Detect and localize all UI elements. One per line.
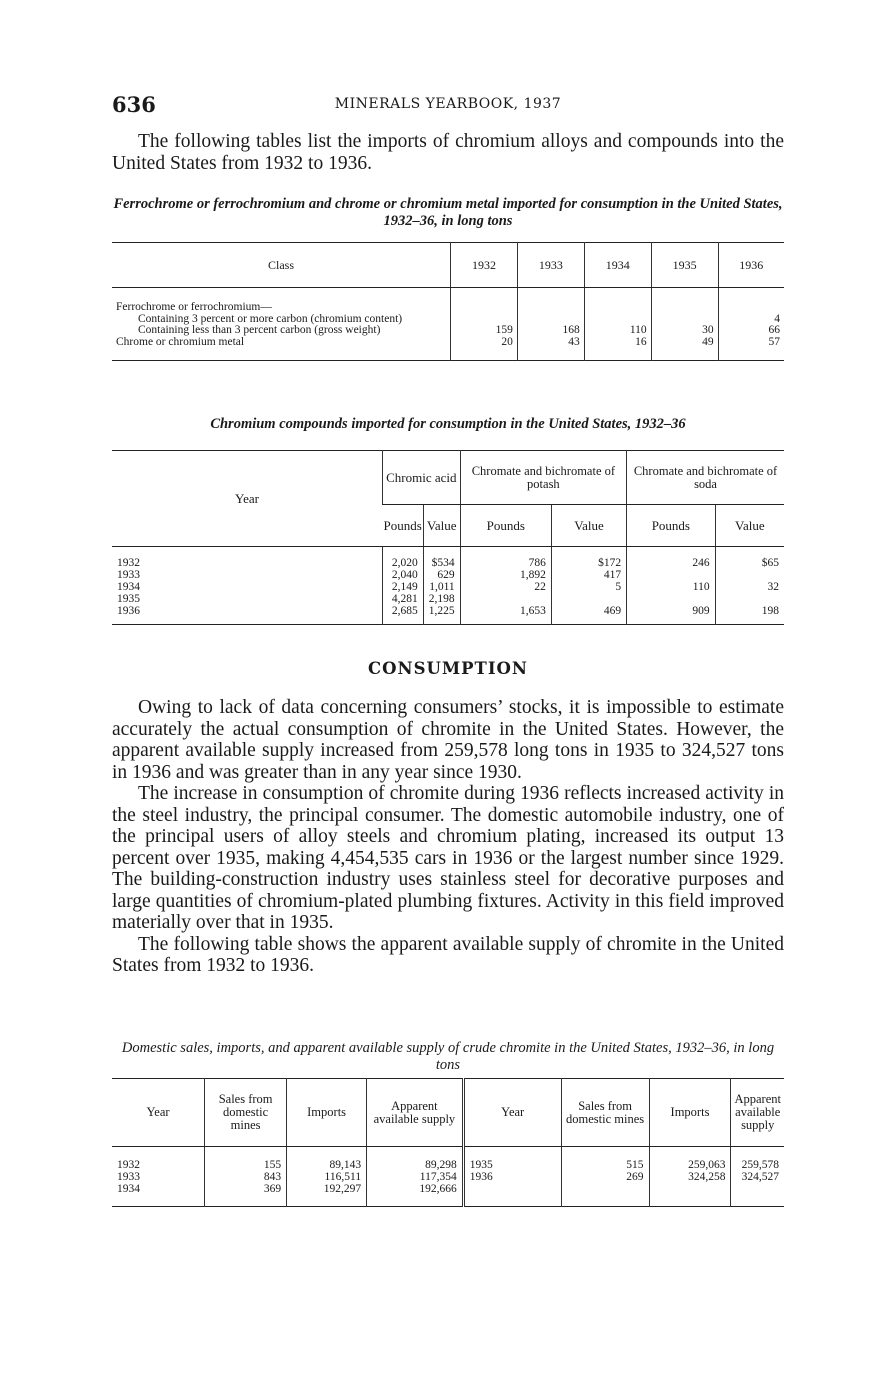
table2 — [112, 450, 784, 625]
table3-col-supply-2: Apparent available supply — [731, 1079, 784, 1147]
table2-cell: 2,040 — [383, 569, 424, 581]
table1-cell: 16 — [584, 337, 651, 361]
table1-col-1936: 1936 — [718, 243, 784, 288]
table2-cell: 4,281 — [383, 593, 424, 605]
table2-cell: 629 — [423, 569, 460, 581]
table2-subheader: Value — [551, 505, 626, 547]
table1-row-label: Containing less than 3 percent carbon (gross weight) — [138, 324, 381, 336]
table2-col-year: Year — [112, 451, 383, 547]
table1-caption: Ferrochrome or ferrochromium and chrome or chromium metal imported for consumption in the United States, 1932–36, in long tons — [113, 196, 783, 229]
table3-cell: 369 — [205, 1183, 287, 1207]
table2-year: 1936 — [117, 604, 140, 617]
table1-wrapper — [112, 242, 784, 361]
page-header — [112, 92, 784, 118]
table3-year: 1932 — [117, 1158, 140, 1171]
table2-cell: 2,020 — [383, 547, 424, 569]
table2-subheader: Pounds — [383, 505, 424, 547]
table1-col-1933: 1933 — [517, 243, 584, 288]
table2-caption: Chromium compounds imported for consumption in the United States, 1932–36 — [210, 416, 686, 432]
table3-cell: 259,063 — [649, 1147, 731, 1171]
table2-cell: 1,892 — [460, 569, 551, 581]
table2-cell: 22 — [460, 581, 551, 593]
table3-col-imports-2: Imports — [649, 1079, 731, 1147]
table3-cell: 89,298 — [367, 1147, 464, 1171]
table2-cell: 2,149 — [383, 581, 424, 593]
table2-wrapper — [112, 450, 784, 625]
table-row — [112, 605, 784, 625]
table-row — [112, 337, 784, 361]
table3-col-supply: Apparent available supply — [367, 1079, 464, 1147]
table2-cell: 786 — [460, 547, 551, 569]
table-row — [112, 581, 784, 593]
table3-cell: 324,258 — [649, 1171, 731, 1183]
table2-cell — [460, 593, 551, 605]
table2-cell: 469 — [551, 605, 626, 625]
table2-group-chromic-acid: Chromic acid — [383, 451, 461, 505]
table-row — [112, 325, 784, 337]
table1-cell: 43 — [517, 337, 584, 361]
table1-cell: 30 — [651, 325, 718, 337]
table2-subheader: Pounds — [460, 505, 551, 547]
table3-cell: 89,143 — [287, 1147, 367, 1171]
table2-year: 1934 — [117, 580, 140, 593]
table3-caption: Domestic sales, imports, and apparent available supply of crude chromite in the United States, 1932–36, in long tons — [121, 1040, 775, 1073]
table2-cell: 1,011 — [423, 581, 460, 593]
table2-cell: 2,685 — [383, 605, 424, 625]
table2-subheader: Pounds — [627, 505, 716, 547]
table-row — [112, 1147, 784, 1171]
table2-cell: 1,653 — [460, 605, 551, 625]
table1-row-label: Chrome or chromium metal — [116, 335, 245, 348]
table2-cell: 198 — [715, 605, 784, 625]
table1-cell: 110 — [584, 325, 651, 337]
table1-col-1935: 1935 — [651, 243, 718, 288]
consumption-paragraph-3: The following table shows the apparent available supply of chromite in the United States from 1932 to 1936. — [112, 933, 784, 976]
table-row — [112, 1183, 784, 1207]
table2-subheader: Value — [715, 505, 784, 547]
table2-cell: $65 — [715, 547, 784, 569]
table2-cell: 110 — [627, 581, 716, 593]
consumption-body — [112, 697, 784, 977]
table2-subheader: Value — [423, 505, 460, 547]
table1-col-1932: 1932 — [451, 243, 518, 288]
table2-cell: 417 — [551, 569, 626, 581]
table-row — [112, 593, 784, 605]
table2-cell: 909 — [627, 605, 716, 625]
table1-col-1934: 1934 — [584, 243, 651, 288]
table3-cell: 324,527 — [731, 1171, 784, 1183]
table3-cell: 155 — [205, 1147, 287, 1171]
table3-cell: 116,511 — [287, 1171, 367, 1183]
table3-year: 1933 — [117, 1170, 140, 1183]
table-row — [112, 547, 784, 569]
table3-cell: 259,578 — [731, 1147, 784, 1171]
table2-year: 1935 — [117, 592, 140, 605]
table-row — [112, 1171, 784, 1183]
table3-cell: 515 — [561, 1147, 649, 1171]
table2-cell: 32 — [715, 581, 784, 593]
table3-cell: 192,666 — [367, 1183, 464, 1207]
table1-cell: 49 — [651, 337, 718, 361]
consumption-paragraph-2: The increase in consumption of chromite during 1936 reflects increased activity in the steel industry, the principal consumer. The domestic automobile industry, one of the principal users of alloy steels and chromium plating, increased its output 13 percent over 1935, making 4,454,535 cars in 1936 or the largest number since 1929. The building-construction industry uses stainless steel for decorative purposes and large quantities of chromium-plated plumbing fixtures. Activity in this field improved materially over that in 1935. — [112, 783, 784, 933]
table2-cell: $534 — [423, 547, 460, 569]
table3-col-year-2: Year — [463, 1079, 561, 1147]
intro-paragraph: The following tables list the imports of chromium alloys and compounds into the United States from 1932 to 1936. — [112, 131, 784, 174]
page-number: 636 — [112, 92, 156, 117]
table2-cell — [715, 569, 784, 581]
table1-cell: 159 — [451, 325, 518, 337]
table3-col-sales-2: Sales from domestic mines — [561, 1079, 649, 1147]
table3 — [112, 1078, 784, 1207]
table2-cell — [715, 593, 784, 605]
table1-cell: 57 — [718, 337, 784, 361]
table2-cell — [627, 593, 716, 605]
table3-cell: 117,354 — [367, 1171, 464, 1183]
table3-year: 1935 — [463, 1147, 561, 1171]
table1-group-label: Ferrochrome or ferrochromium— — [116, 301, 272, 313]
table3-year: 1934 — [117, 1182, 140, 1195]
table-row — [112, 569, 784, 581]
table2-cell: 1,225 — [423, 605, 460, 625]
table1-row-label: Containing 3 percent or more carbon (chromium content) — [138, 312, 403, 325]
section-title-consumption: CONSUMPTION — [367, 659, 528, 678]
table2-cell: 2,198 — [423, 593, 460, 605]
table2-group-potash: Chromate and bichromate of potash — [460, 451, 626, 505]
table3-col-sales: Sales from domestic mines — [205, 1079, 287, 1147]
table3-cell: 192,297 — [287, 1183, 367, 1207]
table3-col-imports: Imports — [287, 1079, 367, 1147]
table1-cell: 4 — [718, 314, 784, 326]
table2-cell — [551, 593, 626, 605]
table3-year: 1936 — [463, 1171, 561, 1183]
table1 — [112, 242, 784, 361]
table3-wrapper — [112, 1078, 784, 1207]
running-title: MINERALS YEARBOOK, 1937 — [334, 96, 562, 112]
table2-cell: 246 — [627, 547, 716, 569]
table2-cell: $172 — [551, 547, 626, 569]
table1-cell: 20 — [451, 337, 518, 361]
table2-year: 1932 — [117, 556, 140, 569]
table1-cell: 66 — [718, 325, 784, 337]
table3-col-year: Year — [112, 1079, 205, 1147]
table2-cell — [627, 569, 716, 581]
table2-year: 1933 — [117, 568, 140, 581]
table3-cell: 843 — [205, 1171, 287, 1183]
table1-col-class: Class — [112, 243, 451, 288]
table2-cell: 5 — [551, 581, 626, 593]
consumption-paragraph-1: Owing to lack of data concerning consumers’ stocks, it is impossible to estimate accurately the actual consumption of chromite in the United States. However, the apparent available supply increased from 259,578 long tons in 1935 to 324,527 tons in 1936 and was greater than in any year since 1930. — [112, 697, 784, 783]
table2-group-soda: Chromate and bichromate of soda — [627, 451, 784, 505]
table1-cell: 168 — [517, 325, 584, 337]
table3-cell: 269 — [561, 1171, 649, 1183]
